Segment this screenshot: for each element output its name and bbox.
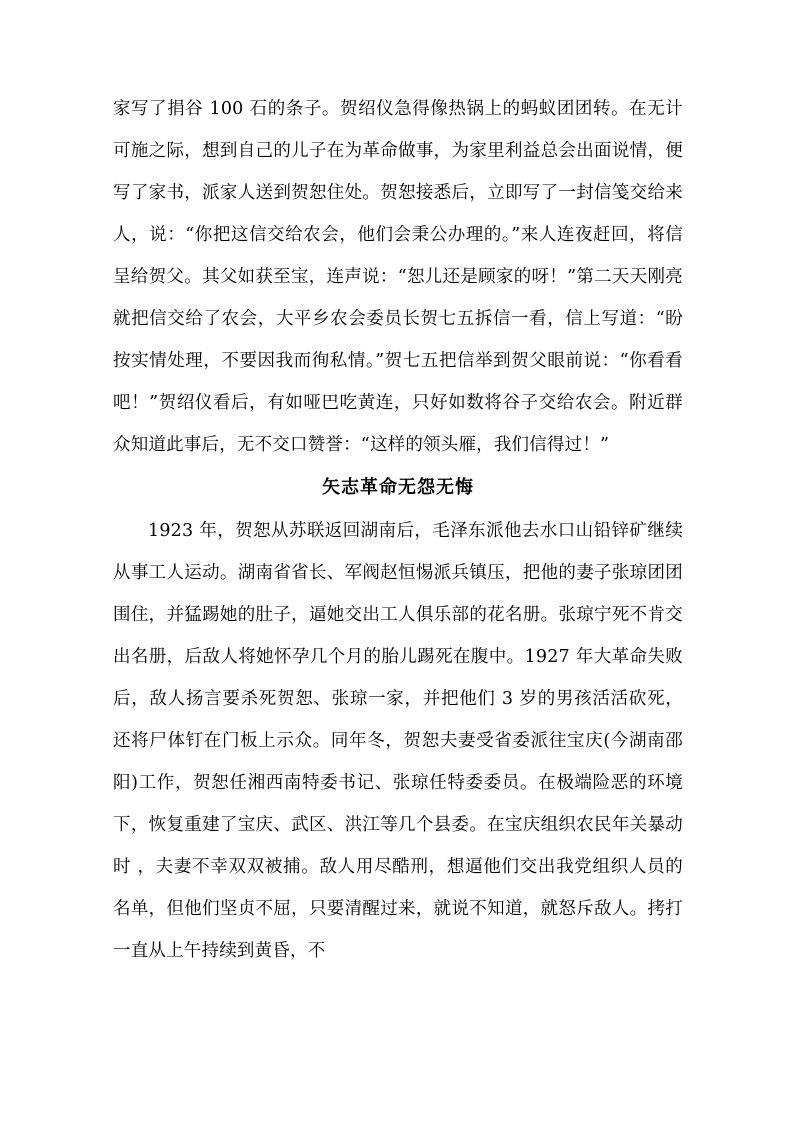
- paragraph-body: 1923 年，贺恕从苏联返回湖南后，毛泽东派他去水口山铅锌矿继续从事工人运动。湖南省省长、军阀赵恒惕派兵镇压，把他的妻子张琼团团围住，并猛踢她的肚子，逼她交出工人俱乐部的花名册。张琼宁死不肯交出名册，后敌人将她怀孕几个月的胎儿踢死在腹中。1927 年大革命失败后，敌人扬言要杀死贺恕、张琼一家，并把他们 3 岁的男孩活活砍死，还将尸体钉在门板上示众。同年冬，贺恕夫妻受省委派往宝庆(今湖南邵阳)工作，贺恕任湘西南特委书记、张琼任特委委员。在极端险恶的环境下，恢复重建了宝庆、武区、洪江等几个县委。在宝庆组织农民年关暴动时 ，夫妻不幸双双被捕。敌人用尽酷刑，想逼他们交出我党组织人员的名单，但他们坚贞不屈，只要清醒过来，就说不知道，就怒斥敌人。拷打一直从上午持续到黄昏，不: [113, 521, 683, 961]
- section-heading: 矢志革命无怨无悔: [322, 477, 474, 498]
- paragraph-continued: 家写了捐谷 100 石的条子。贺绍仪急得像热锅上的蚂蚁团团转。在无计可施之际，想到自己的儿子在为革命做事，为家里利益总会出面说情，便写了家书，派家人送到贺恕住处。贺恕接悉后，立即写了一封信笺交给来人，说：“你把这信交给农会，他们会秉公办理的。”来人连夜赶回，将信呈给贺父。其父如获至宝，连声说：“恕儿还是顾家的呀！”第二天天刚亮就把信交给了农会，大平乡农会委员长贺七五拆信一看，信上写道：“盼按实情处理，不要因我而徇私情。”贺七五把信举到贺父眼前说：“你看看吧！”贺绍仪看后，有如哑巴吃黄连，只好如数将谷子交给农会。附近群众知道此事后，无不交口赞誉：“这样的领头雁，我们信得过！”: [113, 99, 683, 455]
- document-body: [113, 88, 683, 972]
